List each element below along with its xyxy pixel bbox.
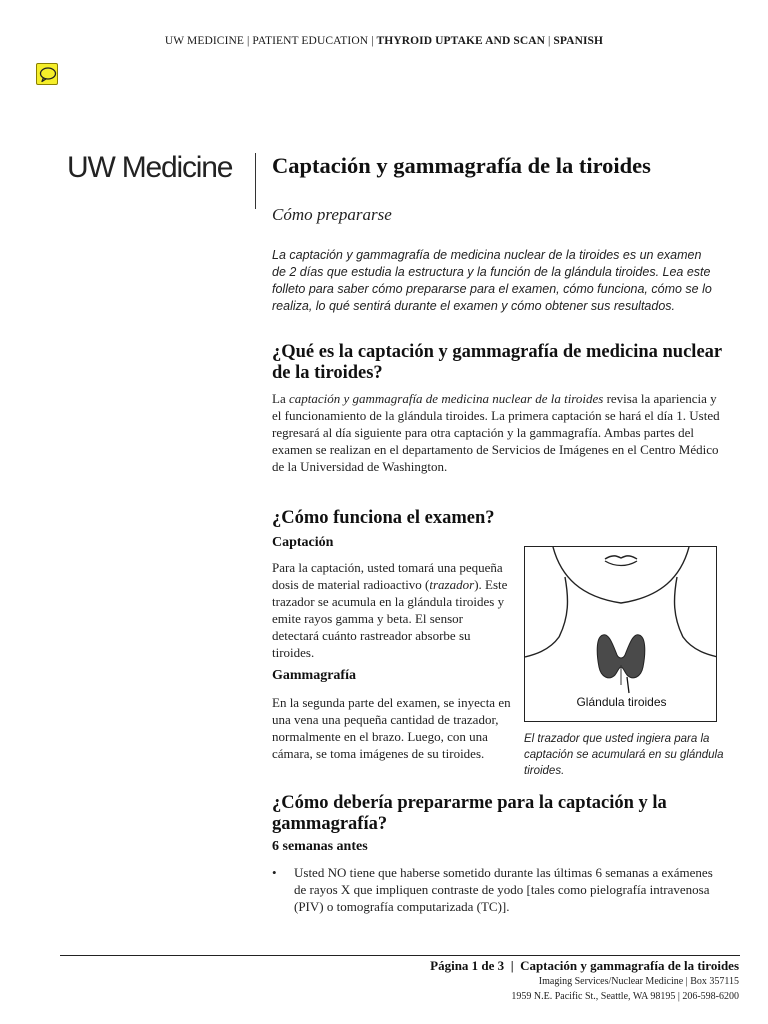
section-heading-preparation: ¿Cómo debería prepararme para la captación y la gammagrafía? — [272, 793, 667, 834]
bullet-dot: • — [272, 865, 277, 880]
comment-icon[interactable] — [36, 63, 58, 85]
document-header: UW MEDICINE | PATIENT EDUCATION | THYROID UPTAKE AND SCAN | SPANISH — [164, 35, 604, 47]
footer-department: Imaging Services/Nuclear Medicine | Box 357115 — [538, 976, 739, 987]
uptake-paragraph: Para la captación, usted tomará una pequeña dosis de material radioactivo (trazador). Este trazador se acumula en la glándula tiroides y emite rayos gamma y beta. El sensor detectará cuánto rastreador absorbe su tiroides. — [272, 560, 508, 660]
intro-paragraph: La captación y gammagrafía de medicina nuclear de la tiroides es un examen de 2 días que estudia la estructura y la función de la glándula tiroides. Lea este folleto para saber cómo prepararse para el examen, cómo funciona, cómo se lo realiza, lo qué sentirá durante el examen y cómo obtener sus resultados. — [272, 248, 712, 313]
header-org: UW MEDICINE — [164, 35, 245, 47]
figure-label: Glándula tiroides — [576, 695, 667, 709]
scan-paragraph: En la segunda parte del examen, se inyecta en una vena una pequeña cantidad de trazador, normalmente en el brazo. Luego, con una cámara, se toma imágenes de su tiroides. — [272, 695, 511, 761]
section-heading-what-is: ¿Qué es la captación y gammagrafía de medicina nuclear de la tiroides? — [272, 342, 722, 383]
document-subtitle: Cómo prepararse — [272, 205, 392, 224]
section-what-is-paragraph: La captación y gammagrafía de medicina nuclear de la tiroides revisa la apariencia y el funcionamiento de la glándula tiroides. La primera captación se hará el día 1. Usted regresará al día siguiente para otra captación y la gammagrafía. Ambas partes del examen se realizan en el departamento de Servicios de Imágenes en el Centro Médico de la Universidad de Washington. — [272, 391, 720, 474]
document-title: Captación y gammagrafía de la tiroides — [272, 153, 651, 178]
uw-medicine-logo: UW Medicine — [67, 151, 233, 184]
subheading-6-weeks: 6 semanas antes — [272, 839, 368, 854]
section-heading-how-it-works: ¿Cómo funciona el examen? — [272, 508, 495, 528]
list-item-text: Usted NO tiene que haberse sometido durante las últimas 6 semanas a exámenes de rayos X que impliquen contraste de yodo [tales como pielografía intravenosa (PIV) o tomografía computarizada (TC)]. — [294, 865, 713, 914]
logo-divider — [255, 153, 256, 209]
footer-divider — [60, 955, 740, 956]
header-language: SPANISH — [553, 35, 604, 47]
page-number: Página 1 de 3 — [430, 958, 505, 973]
header-topic: THYROID UPTAKE AND SCAN — [376, 35, 546, 47]
subheading-scan: Gammagrafía — [272, 668, 356, 683]
footer-address: 1959 N.E. Pacific St., Seattle, WA 98195 | 206-598-6200 — [511, 991, 739, 1002]
footer-title: Página 1 de 3 | Captación y gammagrafía de la tiroides — [430, 958, 739, 973]
subheading-uptake: Captación — [272, 535, 334, 550]
thyroid-illustration — [524, 546, 717, 722]
figure-caption: El trazador que usted ingiera para la captación se acumulará en su glándula tiroides. — [524, 733, 724, 777]
header-section: PATIENT EDUCATION — [252, 35, 369, 47]
